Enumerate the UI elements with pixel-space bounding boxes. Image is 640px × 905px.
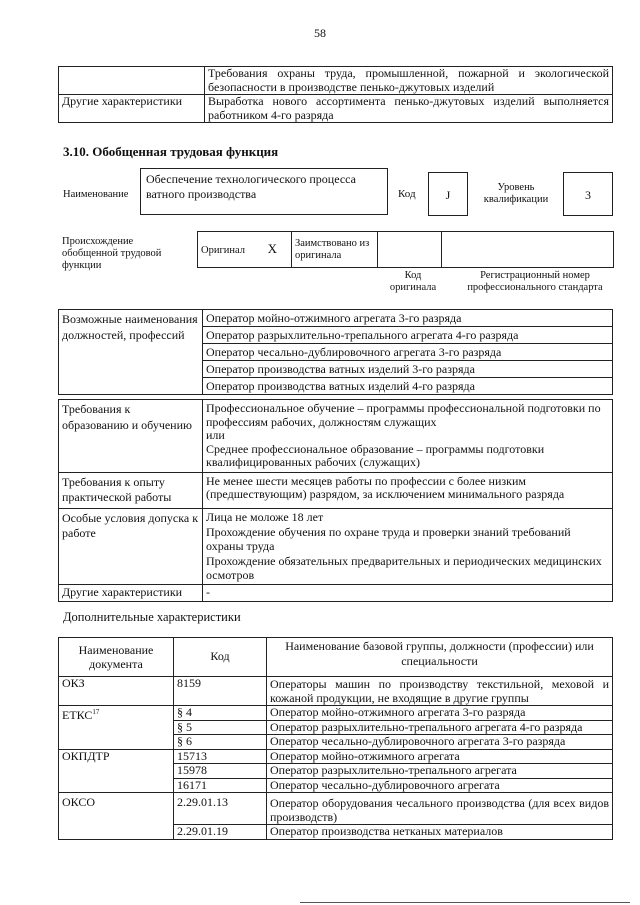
table-row — [59, 749, 613, 764]
etks-code: § 4 — [174, 706, 267, 721]
education-value — [203, 400, 613, 473]
okpdtr-name: Оператор разрыхлительно-трепального агрегата — [267, 764, 613, 779]
table-row — [59, 793, 613, 825]
experience-label: Требования к опыту практической работы — [59, 472, 203, 508]
table-row — [59, 472, 613, 508]
table-row — [59, 677, 613, 706]
name-value-box — [140, 168, 388, 215]
borrowed-label: Заимствовано из оригинала — [295, 237, 370, 261]
orig-code-label: Код оригинала — [389, 270, 437, 293]
origin-table — [197, 231, 614, 268]
positions-list — [203, 310, 613, 395]
okso-name: Оператор оборудования чесального производства (для всех видов производств) — [267, 793, 613, 825]
page-number: 58 — [314, 26, 326, 40]
table-row — [59, 508, 613, 585]
okso-doc: ОКСО — [59, 793, 174, 840]
position-item: Оператор разрыхлительно-трепального агрегата 4-го разряда — [203, 327, 612, 344]
additional-table — [58, 637, 613, 840]
okso-code: 2.29.01.13 — [174, 793, 267, 825]
name-value: Обеспечение технологического процесса ватного производства — [146, 172, 356, 201]
additional-title: Дополнительные характеристики — [63, 610, 241, 624]
etks-name: Оператор чесально-дублировочного агрегата 3-го разряда — [267, 735, 613, 750]
bottom-divider — [300, 902, 630, 903]
education-line: Профессиональное обучение – программы профессиональной подготовки по профессиям рабочих, должностям служащих — [206, 401, 601, 429]
okso-code: 2.29.01.19 — [174, 825, 267, 840]
education-line: Среднее профессиональное образование – программы подготовки квалифицированных рабочих (служащих) — [206, 441, 545, 469]
okz-doc: ОКЗ — [59, 677, 174, 706]
original-cell — [198, 232, 292, 268]
okz-code: 8159 — [174, 677, 267, 706]
positions-table — [58, 309, 613, 395]
education-label: Требования к образованию и обучению — [59, 400, 203, 473]
code-value-box — [428, 172, 468, 216]
table-cell-label — [59, 67, 205, 95]
original-mark: X — [267, 241, 277, 256]
positions-label: Возможные наименования должностей, профессий — [59, 310, 203, 395]
other-label: Другие характеристики — [59, 585, 203, 602]
position-item: Оператор производства ватных изделий 4-го разряда — [206, 379, 475, 393]
okpdtr-code: 16171 — [174, 778, 267, 793]
requirements-table — [58, 399, 613, 602]
origin-label: Происхождение обобщенной трудовой функции — [62, 236, 162, 271]
admission-value — [203, 508, 613, 585]
okpdtr-name: Оператор мойно-отжимного агрегата — [267, 749, 613, 764]
other-value: - — [203, 585, 613, 602]
experience-value: Не менее шести месяцев работы по профессии с более низким (предшествующим) разрядом, за исключением минимального разряда — [203, 472, 613, 508]
admission-label: Особые условия допуска к работе — [59, 508, 203, 585]
original-label: Оригинал — [201, 244, 245, 256]
etks-name: Оператор разрыхлительно-трепального агрегата 4-го разряда — [267, 720, 613, 735]
education-line: или — [206, 428, 225, 442]
table-row — [59, 706, 613, 721]
etks-footnote: 17 — [92, 708, 100, 716]
position-item: Оператор производства ватных изделий 3-го разряда — [203, 361, 612, 378]
okso-name: Оператор производства нетканых материалов — [267, 825, 613, 840]
orig-code-cell — [378, 232, 442, 268]
table-row — [59, 585, 613, 602]
admission-line: Прохождение обучения по охране труда и проверки знаний требований охраны труда — [206, 525, 571, 553]
okpdtr-doc: ОКПДТР — [59, 749, 174, 793]
table-cell-label: Другие характеристики — [59, 95, 205, 123]
admission-line: Лица не моложе 18 лет — [206, 509, 324, 524]
etks-code: § 6 — [174, 735, 267, 750]
top-table — [58, 66, 613, 123]
code-label: Код — [398, 188, 416, 200]
header-name: Наименование базовой группы, должности (профессии) или специальности — [267, 638, 613, 677]
okpdtr-name: Оператор чесально-дублировочного агрегата — [267, 778, 613, 793]
etks-doc — [59, 706, 174, 750]
table-row — [59, 95, 613, 123]
level-label: Уровень квалификации — [483, 182, 549, 205]
table-cell-value: Выработка нового ассортимента пенько-джутовых изделий выполняется работником 4-го разряда — [205, 95, 613, 123]
level-value: 3 — [585, 188, 591, 202]
etks-code: § 5 — [174, 720, 267, 735]
code-value: J — [445, 188, 451, 202]
level-value-box — [563, 172, 613, 216]
header-code: Код — [174, 638, 267, 677]
table-header-row — [59, 638, 613, 677]
header-doc: Наименование документа — [59, 638, 174, 677]
etks-doc-label: ЕТКС — [62, 708, 93, 722]
okpdtr-code: 15978 — [174, 764, 267, 779]
table-row — [198, 232, 614, 268]
table-row — [59, 310, 613, 395]
okpdtr-code: 15713 — [174, 749, 267, 764]
position-item: Оператор чесально-дублировочного агрегата 3-го разряда — [203, 344, 612, 361]
position-item: Оператор мойно-отжимного агрегата 3-го разряда — [203, 310, 612, 327]
name-label: Наименование — [63, 189, 129, 200]
reg-number-cell — [442, 232, 614, 268]
table-row — [59, 400, 613, 473]
etks-name: Оператор мойно-отжимного агрегата 3-го разряда — [267, 706, 613, 721]
okz-name: Операторы машин по производству текстильной, меховой и кожаной продукции, не входящие в другие группы — [267, 677, 613, 706]
reg-number-label: Регистрационный номер профессионального стандарта — [467, 270, 603, 293]
table-row — [59, 67, 613, 95]
borrowed-cell — [292, 232, 378, 268]
admission-line: Прохождение обязательных предварительных и периодических медицинских осмотров — [206, 554, 602, 582]
section-title: 3.10. Обобщенная трудовая функция — [63, 144, 279, 159]
table-cell-value: Требования охраны труда, промышленной, пожарной и экологической безопасности в производстве пенько-джутовых изделий — [205, 67, 613, 95]
